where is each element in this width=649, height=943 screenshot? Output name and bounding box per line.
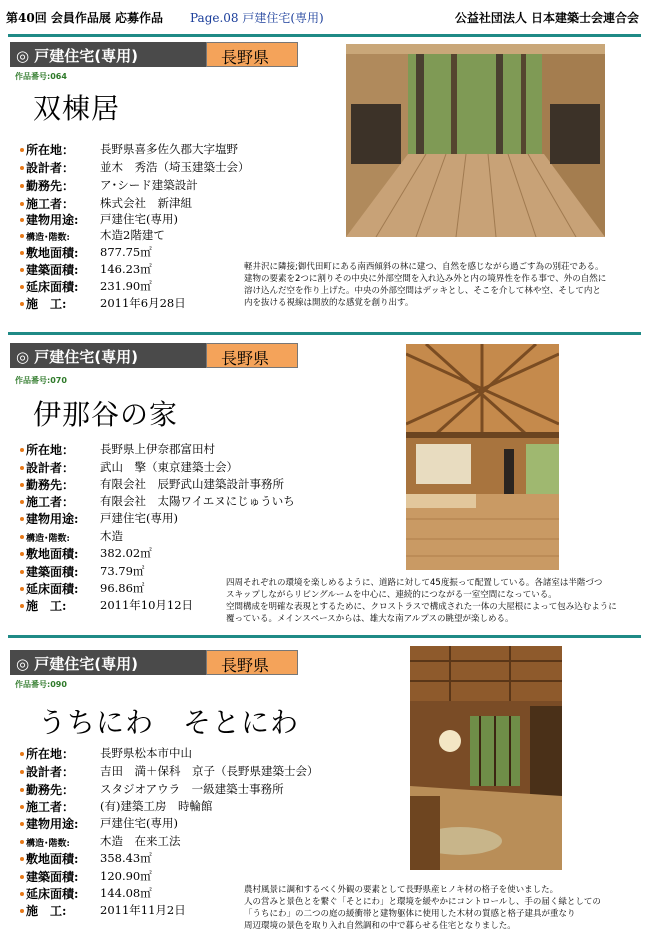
- work-description: 軽井沢に隣接;御代田町にある南西傾斜の林に建つ、自然を感じながら過ごす為の別荘である。 建物の要素を2つに割りその中央に外部空間を入れ込み外と内の境界性を作る事で、外の自然に 溶け込んだ空を作り上げた。中央の外部空間はデッキとし、そこを介して林や空、そして内と 内を抜ける視線は開放的な感覚を創り出す。: [244, 262, 607, 308]
- work-title: うちにわ そとにわ: [38, 706, 300, 739]
- photo-interior-garden: [410, 646, 562, 870]
- work-title: 伊那谷の家: [33, 398, 179, 431]
- entry-064: ◎ 戸建住宅(専用) 長野県 作品番号:064 双棟居 所在地： 長野県喜多佐久郡大字塩野 設計者： 並木 秀浩（埼玉建築士会） 勤務先： ア･シード建築設計 施工者： 株式会社 新津組 建物用途: 戸建住宅(専用) 構造･階数: 木造2階建て 敷地面積: 877.75㎡ 建築面積: 146.23㎡ 延床面積: 231.90㎡ 施 工: 2011年6月28日 軽井沢に隣接;御代田町にある南西傾斜の林に建つ、自然を感じながら過ごす為の別荘である。 建物の要素を2つに割りその中央に外部空間を入れ込み外と内の境界性を作る事で、外の自然に 溶け込んだ空を作り上げた。中央の外部空間はデッキとし、そこを介して林や空、そして内と 内を抜ける視線は開放的な感覚を創り出す。: [0, 37, 649, 332]
- entry-090: ◎ 戸建住宅(専用) 長野県 作品番号:090 うちにわ そとにわ 所在地： 長野県松本市中山 設計者： 吉田 満＋保科 京子（長野県建築士会） 勤務先： スタジオアウラ 一級建築士事務所 施工者： (有)建築工房 時輪館 建物用途: 戸建住宅(専用) 構造･階数: 木造 在来工法 敷地面積: 358.43㎡ 建築面積: 120.90㎡ 延床面積: 144.08㎡ 施 工: 2011年11月2日 農村風景に調和するべく外観の要素として長野県産ヒノキ材の格子を使いました。 人の営みと景色とを繋ぐ「そとにわ」と環境を緩やかにコントロールし、手の届く緑としての 「うちにわ」の二つの庭の緩衝帯と建物躯体に使用した木材の質感と格子建具が重なり 周辺環境の景色を取り入れ自然調和の中で暮らせる住宅となりました。: [0, 641, 649, 941]
- entry-divider: [8, 332, 641, 335]
- page-label: Page.08 戸建住宅(専用): [190, 11, 324, 25]
- work-title: 双棟居: [33, 92, 121, 125]
- category-bar: [10, 42, 298, 67]
- category-label: ◎ 戸建住宅(専用): [10, 42, 206, 67]
- entry-number: 作品番号:064: [15, 72, 67, 81]
- prefecture-label: 長野県: [206, 343, 298, 368]
- work-description: 四周それぞれの環境を楽しめるように、道路に対して45度振って配置している。各諸室は半階づつ スキップしながらリビングルームを中心に、連続的につながる一室空間になっている。 空間構成を明確な表現とするために、クロストラスで構成された一体の大屋根によって包み込むように 覆っている。メインスペースからは、雄大な南アルプスの眺望が楽しめる。: [226, 578, 617, 624]
- prefecture-label: 長野県: [206, 42, 298, 67]
- category-bar: [10, 650, 298, 675]
- entry-number: 作品番号:090: [15, 680, 67, 689]
- work-description: 農村風景に調和するべく外観の要素として長野県産ヒノキ材の格子を使いました。 人の営みと景色とを繋ぐ「そとにわ」と環境を緩やかにコントロールし、手の届く緑としての 「うちにわ」の二つの庭の緩衝帯と建物躯体に使用した木材の質感と格子建具が重なり 周辺環境の景色を取り入れ自然調和の中で暮らせる住宅となりました。: [244, 885, 601, 931]
- category-bar: [10, 343, 298, 368]
- entry-divider: [8, 635, 641, 638]
- exhibition-title: 第40回 会員作品展 応募作品: [6, 11, 164, 25]
- organization-name: 公益社団法人 日本建築士会連合会: [454, 11, 639, 25]
- category-label: ◎ 戸建住宅(専用): [10, 343, 206, 368]
- photo-living-room: [406, 344, 559, 570]
- photo-courtyard-deck: [346, 44, 605, 237]
- entry-number: 作品番号:070: [15, 376, 67, 385]
- category-label: ◎ 戸建住宅(専用): [10, 650, 206, 675]
- prefecture-label: 長野県: [206, 650, 298, 675]
- page-header: [0, 0, 649, 34]
- entry-070: ◎ 戸建住宅(専用) 長野県 作品番号:070 伊那谷の家 所在地： 長野県上伊奈郡富田村 設計者： 武山 擎（東京建築士会） 勤務先： 有限会社 辰野武山建築設計事務所 施工者： 有限会社 太陽ワイエヌにじゅういち 建物用途: 戸建住宅(専用) 構造･階数: 木造 敷地面積: 382.02㎡ 建築面積: 73.79㎡ 延床面積: 96.86㎡ 施 工: 2011年10月12日 四周それぞれの環境を楽しめるように、道路に対して45度振って配置している。各諸室は半階づつ スキップしながらリビングルームを中心に、連続的につながる一室空間になっている。 空間構成を明確な表現とするために、クロストラスで構成された一体の大屋根によって包み込むように 覆っている。メインスペースからは、雄大な南アルプスの眺望が楽しめる。: [0, 337, 649, 635]
